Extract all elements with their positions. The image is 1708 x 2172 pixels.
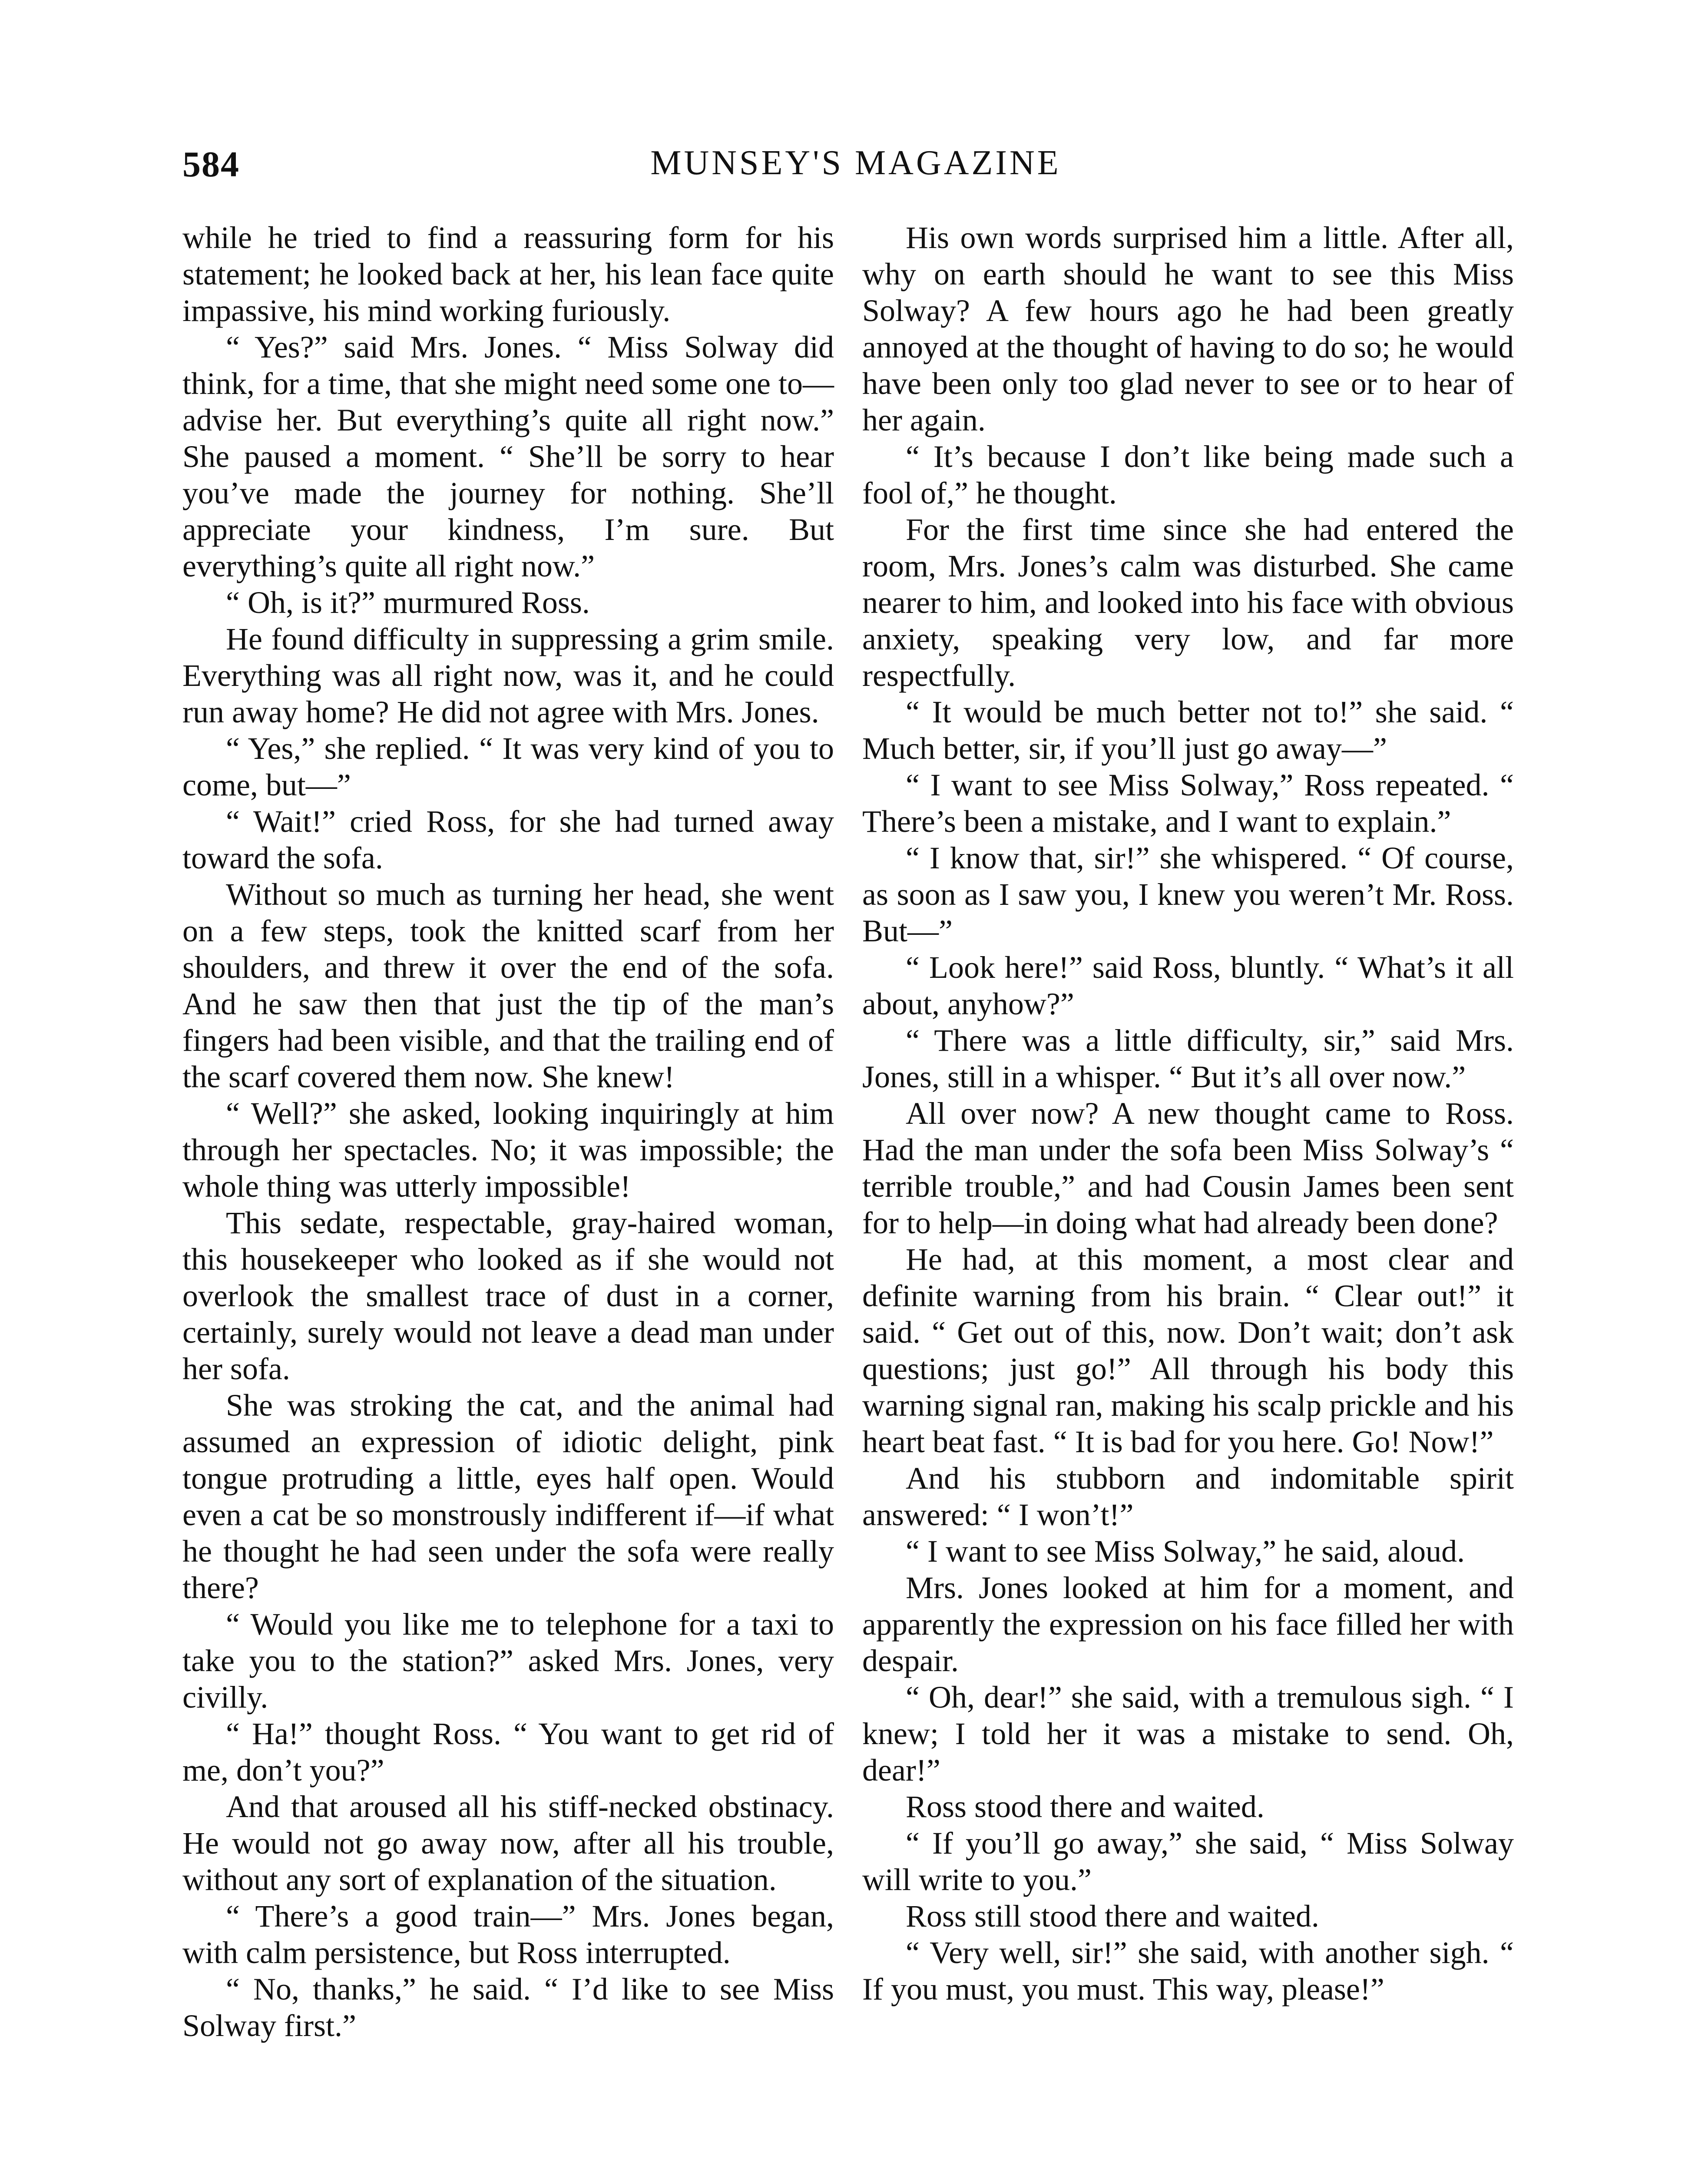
paragraph: He had, at this moment, a most clear and definite warning from his brain. “ Clear out!” it said. “ Get out of this, now. Don’t wait; don’t ask questions; just go!” All through his body this warning signal ran, making his scalp prickle and his heart beat fast. “ It is bad for you here. Go! Now!” — [862, 1242, 1514, 1459]
paragraph: “ I want to see Miss Solway,” he said, aloud. — [906, 1534, 1465, 1569]
left-column — [182, 219, 834, 2044]
paragraph: Mrs. Jones looked at him for a moment, and apparently the expression on his face filled her with despair. — [862, 1570, 1514, 1678]
paragraph: And that aroused all his stiff-necked obstinacy. He would not go away now, after all his trouble, without any sort of explanation of the situation. — [182, 1789, 834, 1897]
paragraph: Ross stood there and waited. — [906, 1789, 1264, 1824]
paragraph: “ There’s a good train—” Mrs. Jones began, with calm persistence, but Ross interrupted. — [182, 1899, 834, 1970]
paragraph: “ Very well, sir!” she said, with another sigh. “ If you must, you must. This way, please!” — [862, 1935, 1514, 2006]
paragraph: “ No, thanks,” he said. “ I’d like to see Miss Solway first.” — [182, 1972, 834, 2043]
paragraph: This sedate, respectable, gray-haired woman, this housekeeper who looked as if she would not overlook the smallest trace of dust in a corner, certainly, surely would not leave a dead man under her sofa. — [182, 1205, 834, 1386]
paragraph: And his stubborn and indomitable spirit answered: “ I won’t!” — [862, 1461, 1514, 1532]
paragraph: “ Yes?” said Mrs. Jones. “ Miss Solway did think, for a time, that she might need some one to—advise her. But everything’s quite all right now.” She paused a moment. “ She’ll be sorry to hear you’ve made the journey for nothing. She’ll appreciate your kindness, I’m sure. But everything’s quite all right now.” — [182, 330, 834, 583]
paragraph: “ Would you like me to telephone for a taxi to take you to the station?” asked Mrs. Jones, very civilly. — [182, 1607, 834, 1715]
paragraph: “ Yes,” she replied. “ It was very kind of you to come, but—” — [182, 731, 834, 802]
paragraph: “ Well?” she asked, looking inquiringly at him through her spectacles. No; it was impossible; the whole thing was utterly impossible! — [182, 1096, 834, 1204]
paragraph: “ I want to see Miss Solway,” Ross repeated. “ There’s been a mistake, and I want to explain.” — [862, 768, 1514, 839]
paragraph: “ Look here!” said Ross, bluntly. “ What’s it all about, anyhow?” — [862, 950, 1514, 1021]
paragraph: He found difficulty in suppressing a grim smile. Everything was all right now, was it, and he could run away home? He did not agree with Mrs. Jones. — [182, 622, 834, 729]
paragraph: while he tried to find a reassuring form for his statement; he looked back at her, his lean face quite impassive, his mind working furiously. — [182, 220, 834, 328]
paragraph: “ It’s because I don’t like being made such a fool of,” he thought. — [862, 439, 1514, 510]
paragraph: “ Ha!” thought Ross. “ You want to get rid of me, don’t you?” — [182, 1716, 834, 1788]
paragraph: “ Oh, dear!” she said, with a tremulous sigh. “ I knew; I told her it was a mistake to send. Oh, dear!” — [862, 1680, 1514, 1788]
paragraph: “ Wait!” cried Ross, for she had turned away toward the sofa. — [182, 804, 834, 875]
paragraph: “ Oh, is it?” murmured Ross. — [226, 585, 590, 620]
paragraph: All over now? A new thought came to Ross. Had the man under the sofa been Miss Solway’s “ terrible trouble,” and had Cousin James been sent for to help—in doing what had already been done? — [862, 1096, 1514, 1240]
right-column — [862, 219, 1514, 2007]
paragraph: She was stroking the cat, and the animal had assumed an expression of idiotic delight, pink tongue protruding a little, eyes half open. Would even a cat be so monstrously indifferent if—if what he thought he had seen under the sofa were really there? — [182, 1388, 834, 1605]
paragraph: “ If you’ll go away,” she said, “ Miss Solway will write to you.” — [862, 1826, 1514, 1897]
paragraph: For the first time since she had entered the room, Mrs. Jones’s calm was disturbed. She came nearer to him, and looked into his face with obvious anxiety, speaking very low, and far more respectfully. — [862, 512, 1514, 693]
paragraph: “ There was a little difficulty, sir,” said Mrs. Jones, still in a whisper. “ But it’s all over now.” — [862, 1023, 1514, 1094]
paragraph: His own words surprised him a little. After all, why on earth should he want to see this Miss Solway? A few hours ago he had been greatly annoyed at the thought of having to do so; he would have been only too glad never to see or to hear of her again. — [862, 220, 1514, 437]
paragraph: Without so much as turning her head, she went on a few steps, took the knitted scarf from her shoulders, and threw it over the end of the sofa. And he saw then that just the tip of the man’s fingers had been visible, and that the trailing end of the scarf covered them now. She knew! — [182, 877, 834, 1094]
magazine-title: MUNSEY'S MAGAZINE — [650, 144, 1061, 182]
paragraph: “ It would be much better not to!” she said. “ Much better, sir, if you’ll just go away—” — [862, 695, 1514, 766]
running-head — [182, 143, 1529, 191]
paragraph: Ross still stood there and waited. — [906, 1899, 1319, 1934]
page-number: 584 — [182, 144, 240, 185]
paragraph: “ I know that, sir!” she whispered. “ Of course, as soon as I saw you, I knew you weren’t Mr. Ross. But—” — [862, 841, 1514, 948]
